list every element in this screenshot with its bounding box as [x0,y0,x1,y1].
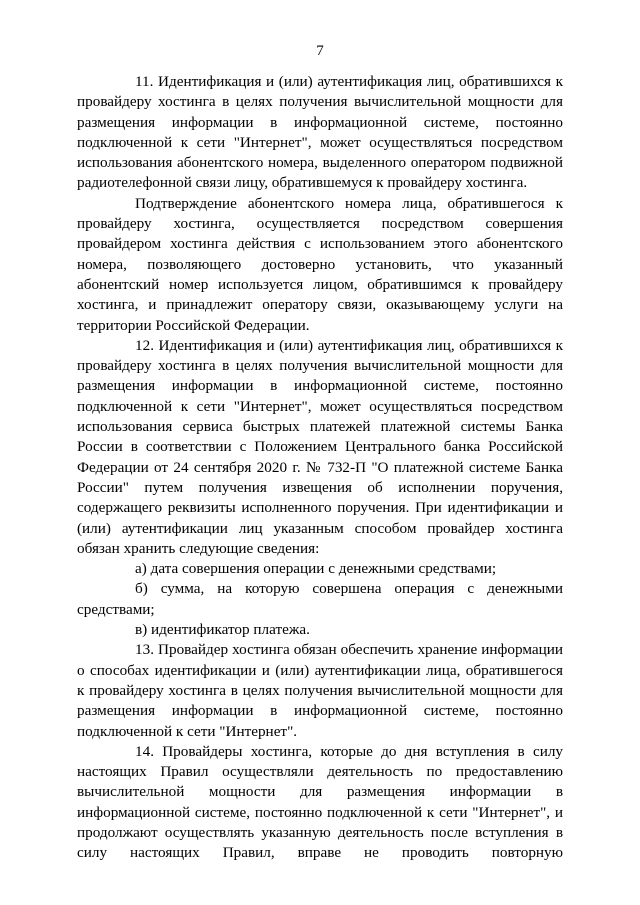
list-item-a: а) дата совершения операции с денежными средствами; [135,560,497,578]
list-item-b: б) сумма, на которую совершена операция с денежными средствами; [77,580,563,618]
paragraph-11-confirmation: Подтверждение абонентского номера лица, обратившегося к провайдеру хостинга, осуществляется посредством совершения провайдером хостинга действия с использованием этого абонентского номера, позволяющего достоверно установить, что указанный абонентский номер используется лицом, обратившимся к провайдеру хостинга, и принадлежит оператору связи, оказывающему услуги на территории Российской Федерации. [77,194,563,334]
paragraph-14: 14. Провайдеры хостинга, которые до дня вступления в силу настоящих Правил осуществляли деятельность по предоставлению вычислительной мощности для размещения информации в информационной системе, постоянно подключенной к сети "Интернет", и продолжают осуществлять указанную деятельность после вступления в силу настоящих Правил, вправе не проводить повторную [77,742,563,862]
list-item-c: в) идентификатор платежа. [135,621,310,639]
paragraph-12: 12. Идентификация и (или) аутентификация лиц, обратившихся к провайдеру хостинга в целях получения вычислительной мощности для размещения информации в информационной системе, постоянно подключенной к сети "Интернет", может осуществляться посредством использования сервиса быстрых платежей платежной системы Банка России в соответствии с Положением Центрального банка Российской Федерации от 24 сентября 2020 г. № 732-П "О платежной системе Банка России" путем получения извещения об исполнении поручения, содержащего реквизиты исполненного поручения. При идентификации и (или) аутентификации лиц указанным способом провайдер хостинга обязан хранить следующие сведения: [77,336,563,557]
paragraph-11: 11. Идентификация и (или) аутентификация лиц, обратившихся к провайдеру хостинга в целях получения вычислительной мощности для размещения информации в информационной системе, постоянно подключенной к сети "Интернет", может осуществляться посредством использования абонентского номера, выделенного оператором подвижной радиотелефонной связи лицу, обратившемуся к провайдеру хостинга. [77,73,563,192]
paragraph-13: 13. Провайдер хостинга обязан обеспечить хранение информации о способах идентификации и (или) аутентификации лица, обратившегося к провайдеру хостинга в целях получения вычислительной мощности для размещения информации в информационной системе, постоянно подключенной к сети "Интернет". [77,641,563,740]
document-body [77,72,563,864]
page-number: 7 [316,43,324,59]
